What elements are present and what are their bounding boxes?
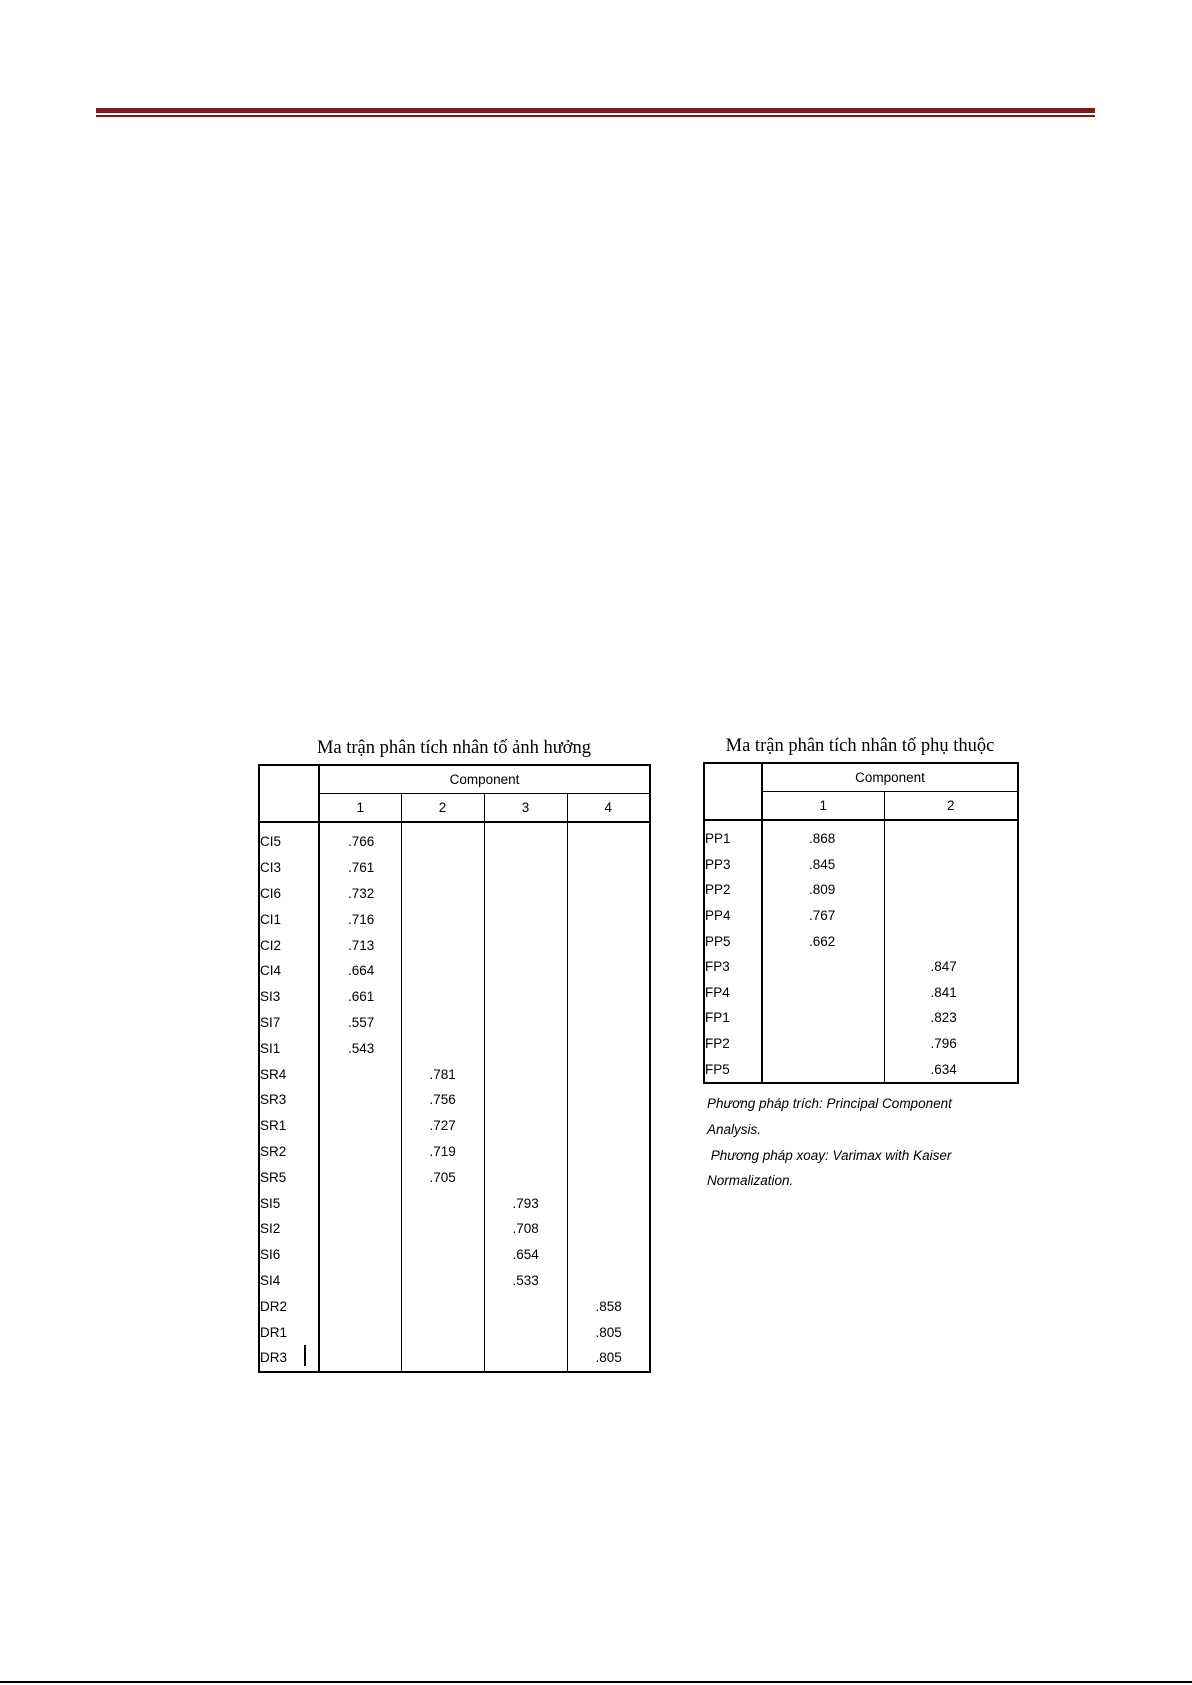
- loading-cell: .654: [484, 1242, 567, 1268]
- loading-cell: [762, 980, 884, 1006]
- loading-cell: [319, 1113, 401, 1139]
- row-label: PP1: [704, 820, 762, 852]
- table-row: [259, 1061, 650, 1087]
- row-label: CI1: [259, 906, 319, 932]
- loading-cell: [567, 881, 650, 907]
- table-row: [704, 1056, 1018, 1083]
- row-label: SI1: [259, 1035, 319, 1061]
- loading-cell: [762, 1005, 884, 1031]
- loading-cell: [484, 1113, 567, 1139]
- row-label: FP2: [704, 1031, 762, 1057]
- table-row: [259, 1268, 650, 1294]
- left-loadings-table: [258, 764, 651, 1373]
- table-row: [259, 855, 650, 881]
- table-row: [704, 954, 1018, 980]
- loading-cell: [484, 881, 567, 907]
- loading-cell: [884, 903, 1018, 929]
- table-row: [259, 881, 650, 907]
- cursor-mark: [304, 1345, 306, 1366]
- row-label: FP3: [704, 954, 762, 980]
- loading-cell: .766: [348, 834, 375, 850]
- header-rule-thick: [96, 108, 1095, 113]
- loading-cell: .732: [348, 885, 375, 901]
- loading-cell: [567, 1139, 650, 1165]
- row-label: SI4: [259, 1268, 319, 1294]
- loading-cell: [401, 932, 484, 958]
- row-label: SR3: [259, 1087, 319, 1113]
- loading-cell: .719: [401, 1139, 484, 1165]
- loading-cell: [762, 954, 884, 980]
- loading-cell: [484, 822, 567, 855]
- note-line: Normalization.: [707, 1173, 794, 1189]
- component-number: 3: [484, 794, 567, 823]
- row-label: CI3: [259, 855, 319, 881]
- table-row: [704, 877, 1018, 903]
- table-row: [259, 1345, 650, 1372]
- loading-cell: .845: [809, 856, 836, 872]
- row-label: SR1: [259, 1113, 319, 1139]
- loading-cell: .708: [484, 1216, 567, 1242]
- row-label: SI7: [259, 1010, 319, 1036]
- row-label: CI4: [259, 958, 319, 984]
- table-row: [259, 1087, 650, 1113]
- loading-cell: [319, 1216, 401, 1242]
- table-row: [259, 984, 650, 1010]
- loading-cell: [401, 1319, 484, 1345]
- loading-cell: .805: [567, 1345, 650, 1372]
- loading-cell: [401, 1242, 484, 1268]
- loading-cell: [401, 984, 484, 1010]
- loading-cell: [319, 1319, 401, 1345]
- row-label: CI5: [259, 822, 319, 855]
- loading-cell: .662: [809, 933, 836, 949]
- table-row: [704, 852, 1018, 878]
- row-label: CI2: [259, 932, 319, 958]
- table-row: [259, 958, 650, 984]
- loading-cell: [401, 855, 484, 881]
- loading-cell: .543: [348, 1040, 375, 1056]
- loading-cell: .756: [401, 1087, 484, 1113]
- loading-cell: .781: [401, 1061, 484, 1087]
- loading-cell: .868: [809, 831, 836, 847]
- loading-cell: [884, 877, 1018, 903]
- component-number: 1: [762, 792, 884, 821]
- loading-cell: [401, 822, 484, 855]
- loading-cell: [484, 1035, 567, 1061]
- loading-cell: [401, 1216, 484, 1242]
- row-label: PP4: [704, 903, 762, 929]
- loading-cell: .793: [484, 1190, 567, 1216]
- loading-cell: [567, 1190, 650, 1216]
- loading-cell: .727: [401, 1113, 484, 1139]
- row-label: FP1: [704, 1005, 762, 1031]
- component-header: Component: [762, 763, 1018, 792]
- loading-cell: [319, 1242, 401, 1268]
- table-row: [259, 1035, 650, 1061]
- loading-cell: [567, 958, 650, 984]
- row-label: SR4: [259, 1061, 319, 1087]
- loading-cell: .661: [348, 989, 375, 1005]
- loading-cell: [567, 932, 650, 958]
- table-row: [259, 1190, 650, 1216]
- loading-cell: [567, 1087, 650, 1113]
- loading-cell: [319, 1345, 401, 1372]
- loading-cell: [484, 958, 567, 984]
- loading-cell: [319, 1061, 401, 1087]
- loading-cell: [484, 1139, 567, 1165]
- row-label: DR1: [259, 1319, 319, 1345]
- loading-cell: [319, 1087, 401, 1113]
- loading-cell: [401, 1190, 484, 1216]
- loading-cell: [484, 1087, 567, 1113]
- row-label: FP5: [704, 1056, 762, 1083]
- table-row: [259, 906, 650, 932]
- loading-cell: [567, 1216, 650, 1242]
- loading-cell: [484, 1319, 567, 1345]
- right-loadings-table: [703, 762, 1019, 1084]
- loading-cell: [484, 906, 567, 932]
- loading-cell: .716: [348, 911, 375, 927]
- table-row: [259, 1139, 650, 1165]
- loading-cell: [319, 1139, 401, 1165]
- loading-cell: [884, 820, 1018, 852]
- loading-cell: [884, 852, 1018, 878]
- loading-cell: [567, 1268, 650, 1294]
- table-row: [704, 820, 1018, 852]
- table-row: [259, 822, 650, 855]
- extraction-notes: [707, 1091, 1027, 1194]
- table-row: [259, 1164, 650, 1190]
- loading-cell: [567, 1035, 650, 1061]
- loading-cell: [401, 881, 484, 907]
- loading-cell: [567, 855, 650, 881]
- loading-cell: [401, 1268, 484, 1294]
- loading-cell: [567, 822, 650, 855]
- loading-cell: [484, 984, 567, 1010]
- component-header: Component: [319, 765, 650, 794]
- header-rule: [96, 108, 1095, 118]
- loading-cell: .533: [484, 1268, 567, 1294]
- component-number: 4: [567, 794, 650, 823]
- header-rule-thin: [96, 115, 1095, 117]
- loading-cell: [567, 1010, 650, 1036]
- row-label: SR5: [259, 1164, 319, 1190]
- component-number: 2: [884, 792, 1018, 821]
- loading-cell: [762, 1056, 884, 1083]
- loading-cell: .858: [567, 1293, 650, 1319]
- table-row: [259, 1319, 650, 1345]
- left-table-caption: Ma trận phân tích nhân tố ảnh hưởng: [316, 738, 592, 758]
- table-row: [704, 928, 1018, 954]
- row-label: SI3: [259, 984, 319, 1010]
- loading-cell: [401, 906, 484, 932]
- table-row: [259, 1293, 650, 1319]
- component-number: 1: [319, 794, 401, 823]
- note-line: Phương pháp trích: Principal Component: [707, 1096, 952, 1111]
- loading-cell: .796: [884, 1031, 1018, 1057]
- row-label: DR2: [259, 1293, 319, 1319]
- loading-cell: .809: [809, 882, 836, 898]
- loading-cell: [484, 1164, 567, 1190]
- loading-cell: [567, 1242, 650, 1268]
- row-label: SI2: [259, 1216, 319, 1242]
- loading-cell: .557: [348, 1014, 375, 1030]
- loading-cell: .847: [884, 954, 1018, 980]
- loading-cell: [884, 928, 1018, 954]
- loading-cell: [319, 1268, 401, 1294]
- loading-cell: .664: [348, 963, 375, 979]
- loading-cell: [401, 1293, 484, 1319]
- note-line: Phương pháp xoay: Varimax with Kaiser: [707, 1147, 952, 1163]
- loading-cell: [484, 932, 567, 958]
- row-label: CI6: [259, 881, 319, 907]
- table-corner: [704, 763, 762, 820]
- loading-cell: [401, 1010, 484, 1036]
- loading-cell: .713: [348, 937, 375, 953]
- loading-cell: .705: [401, 1164, 484, 1190]
- loading-cell: [567, 1113, 650, 1139]
- row-label: PP2: [704, 877, 762, 903]
- loading-cell: [319, 1190, 401, 1216]
- table-row: [704, 980, 1018, 1006]
- footer-rule: [0, 1681, 1192, 1683]
- loading-cell: [567, 984, 650, 1010]
- loading-cell: [484, 1010, 567, 1036]
- loading-cell: .761: [348, 860, 375, 876]
- loading-cell: [401, 958, 484, 984]
- row-label: DR3: [259, 1345, 319, 1372]
- loading-cell: [762, 1031, 884, 1057]
- loading-cell: .805: [567, 1319, 650, 1345]
- loading-cell: [484, 1061, 567, 1087]
- row-label: SI6: [259, 1242, 319, 1268]
- loading-cell: [319, 1293, 401, 1319]
- loading-cell: .767: [809, 908, 836, 924]
- table-row: [259, 1113, 650, 1139]
- loading-cell: [484, 855, 567, 881]
- table-row: [259, 1242, 650, 1268]
- loading-cell: [401, 1345, 484, 1372]
- right-table-caption: Ma trận phân tích nhân tố phụ thuộc: [725, 736, 995, 756]
- row-label: PP3: [704, 852, 762, 878]
- table-row: [259, 1010, 650, 1036]
- loading-cell: [567, 1164, 650, 1190]
- loading-cell: [401, 1035, 484, 1061]
- loading-cell: .841: [884, 980, 1018, 1006]
- loading-cell: .634: [884, 1056, 1018, 1083]
- loading-cell: [319, 1164, 401, 1190]
- row-label: SR2: [259, 1139, 319, 1165]
- table-row: [704, 903, 1018, 929]
- row-label: PP5: [704, 928, 762, 954]
- loading-cell: .823: [884, 1005, 1018, 1031]
- loading-cell: [567, 906, 650, 932]
- row-label: FP4: [704, 980, 762, 1006]
- table-row: [259, 932, 650, 958]
- loading-cell: [484, 1345, 567, 1372]
- loading-cell: [567, 1061, 650, 1087]
- table-row: [704, 1005, 1018, 1031]
- note-line: Analysis.: [707, 1121, 762, 1137]
- table-row: [704, 1031, 1018, 1057]
- table-corner: [259, 765, 319, 822]
- loading-cell: [484, 1293, 567, 1319]
- row-label: SI5: [259, 1190, 319, 1216]
- table-row: [259, 1216, 650, 1242]
- component-number: 2: [401, 794, 484, 823]
